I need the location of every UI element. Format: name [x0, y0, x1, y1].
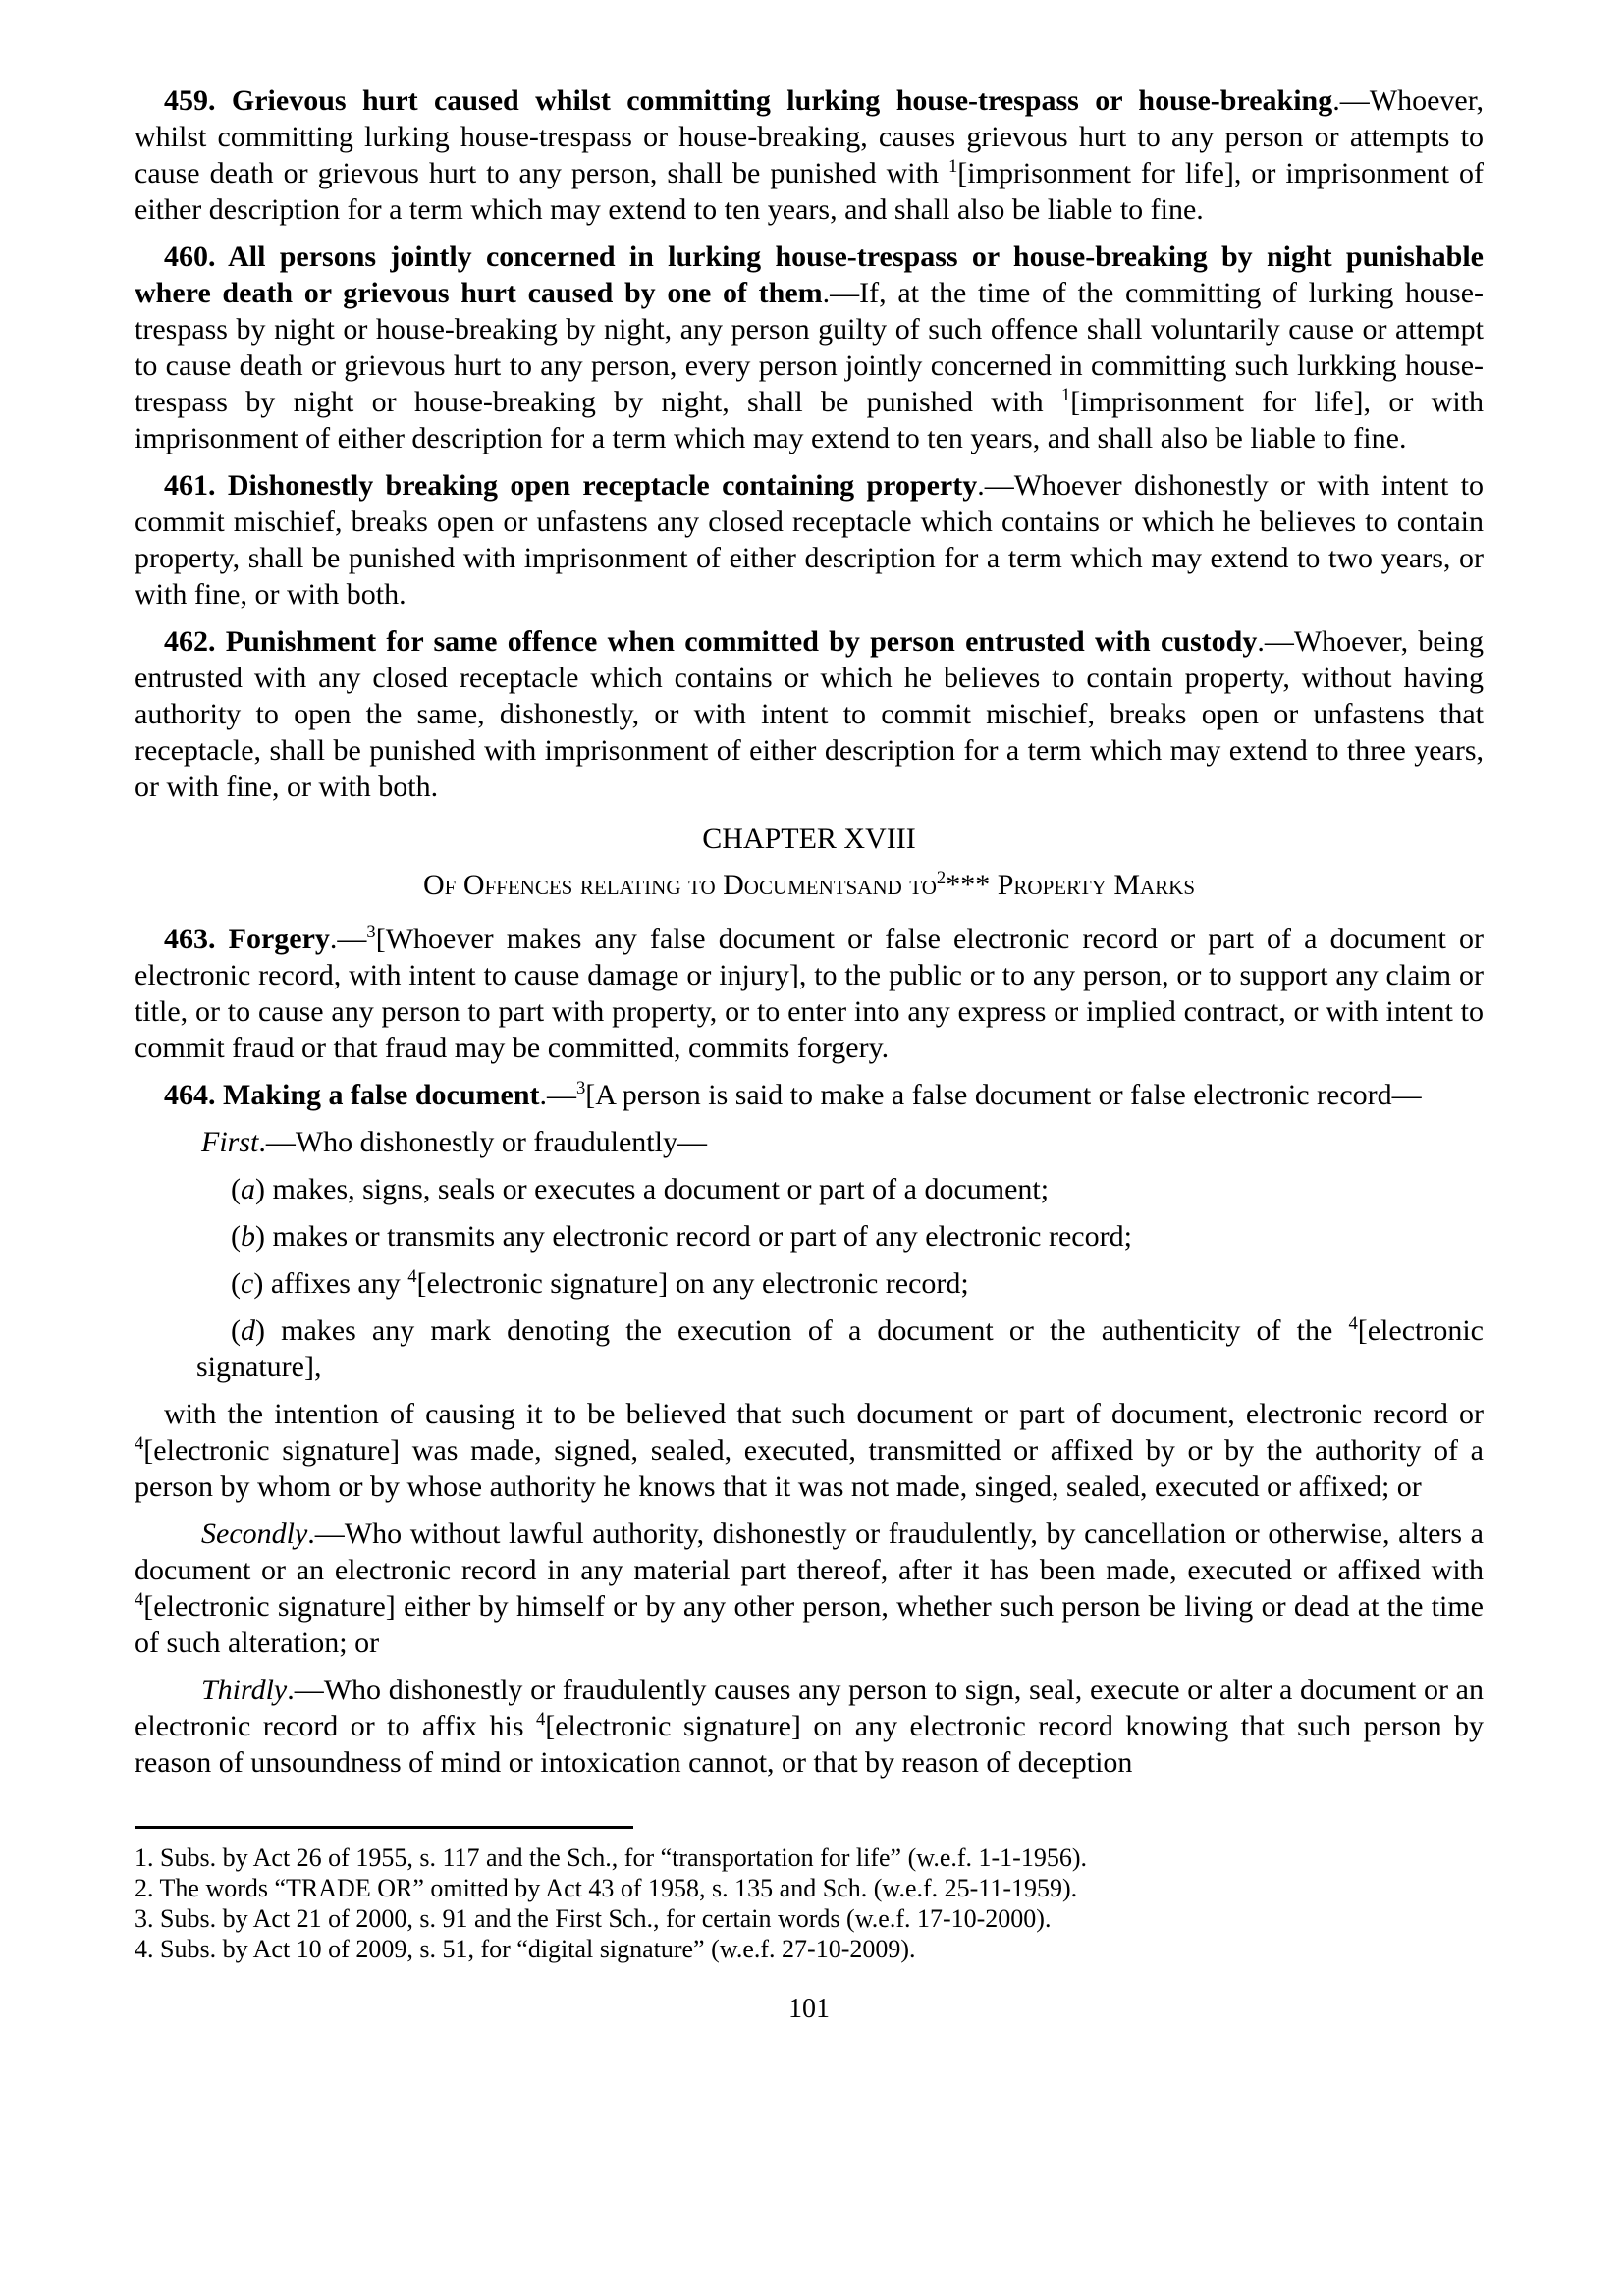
- list-item-a: [196, 1171, 1484, 1207]
- bold-text-run: 459. Grievous hurt caused whilst committing lurking house-trespass or house-breaking: [164, 84, 1333, 117]
- italic-text-run: a: [241, 1173, 255, 1205]
- text-run: [electronic signature] on any electronic record knowing that such person by reason of unsoundness of mind or intoxication cannot, or that by reason of deception: [135, 1710, 1485, 1779]
- text-run: (: [231, 1314, 241, 1347]
- text-run: ) makes, signs, seals or executes a document or part of a document;: [255, 1173, 1050, 1205]
- footnote-1: 1. Subs. by Act 26 of 1955, s. 117 and the Sch., for “transportation for life” (w.e.f. 1-1-1956).: [135, 1843, 1087, 1872]
- footnote-reference: 1: [947, 156, 958, 177]
- italic-text-run: c: [241, 1267, 254, 1300]
- list-item-c: [196, 1265, 1484, 1302]
- section-463-paragraph: [135, 921, 1484, 1066]
- list-item-d: [196, 1312, 1484, 1385]
- text-run: ) affixes any: [253, 1267, 408, 1300]
- chapter-title: CHAPTER XVIII: [702, 823, 916, 855]
- footnote-separator: [135, 1826, 633, 1829]
- list-item-b: [196, 1218, 1484, 1255]
- text-run: [A person is said to make a false document or false electronic record—: [585, 1079, 1422, 1111]
- italic-text-run: d: [241, 1314, 255, 1347]
- text-run: .—If, at the time of the committing of lurking house-trespass by night or house-breaking by night, any person guilty of such offence shall voluntarily cause or attempt to cause death or grievous hurt to any person, every person jointly concerned in committing such lurkking house-trespass by night or house-breaking by night, shall be punished with: [135, 277, 1484, 418]
- page-number: 101: [788, 1994, 830, 2024]
- text-run: Of Offences relating to Documentsand to: [422, 869, 937, 901]
- footnote-3: 3. Subs. by Act 21 of 2000, s. 91 and the First Sch., for certain words (w.e.f. 17-10-2000).: [135, 1904, 1052, 1933]
- section-459-paragraph: [135, 82, 1484, 228]
- chapter-subtitle: [135, 867, 1484, 903]
- section-464-paragraph: [135, 1077, 1484, 1113]
- text-run: [imprisonment for life], or imprisonment of either description for a term which may extend to ten years, and shall also be liable to fine.: [135, 157, 1485, 226]
- clause-first-paragraph: [135, 1124, 1484, 1160]
- text-run: [electronic signature] was made, signed, sealed, executed, transmitted or affixed by or by the authority of a person by whom or by whose authority he knows that it was not made, singed, sealed, executed or affixed; or: [135, 1434, 1484, 1503]
- footnote-reference: 4: [135, 1589, 144, 1610]
- bold-text-run: 463. Forgery: [164, 923, 330, 955]
- section-461-paragraph: [135, 467, 1484, 613]
- footnote-reference: 3: [366, 922, 376, 942]
- italic-text-run: First: [201, 1126, 259, 1158]
- text-run: ) makes any mark denoting the execution of a document or the authenticity of the: [255, 1314, 1349, 1347]
- text-run: (: [231, 1267, 241, 1300]
- text-run: .—Whoever, whilst committing lurking house-trespass or house-breaking, causes grievous hurt to any person or attempts to cause death or grievous hurt to any person, shall be punished with: [135, 84, 1484, 189]
- text-run: [imprisonment for life], or with imprisonment of either description for a term which may extend to ten years, and shall also be liable to fine.: [135, 386, 1485, 454]
- text-run: .—Who dishonestly or fraudulently—: [258, 1126, 707, 1158]
- bold-text-run: 462. Punishment for same offence when committed by person entrusted with custody: [164, 625, 1258, 658]
- text-run: .—Who without lawful authority, dishonestly or fraudulently, by cancellation or otherwise, alters a document or an electronic record in any material part thereof, after it has been made, executed or affixed with: [135, 1518, 1484, 1586]
- footnote-reference: 4: [535, 1709, 546, 1730]
- text-run: [electronic signature],: [196, 1314, 1484, 1383]
- footnote-reference: 1: [1060, 385, 1071, 405]
- text-run: *** Property Marks: [946, 869, 1196, 901]
- bold-text-run: 461. Dishonestly breaking open receptacle containing property: [164, 469, 978, 502]
- text-run: .—Whoever dishonestly or with intent to commit mischief, breaks open or unfastens any closed receptacle which contains or which he believes to contain property, shall be punished with imprisonment of either description for a term which may extend to two years, or with fine, or with both.: [135, 469, 1484, 611]
- footnote-reference: 4: [1348, 1313, 1358, 1334]
- text-run: ) makes or transmits any electronic record or part of any electronic record;: [255, 1220, 1132, 1253]
- bold-text-run: 464. Making a false document: [164, 1079, 540, 1111]
- footnote-reference: 2: [936, 868, 947, 888]
- text-run: .—Who dishonestly or fraudulently causes any person to sign, seal, execute or alter a document or an electronic record or to affix his: [135, 1674, 1484, 1742]
- footnote-2: 2. The words “TRADE OR” omitted by Act 43 of 1958, s. 135 and Sch. (w.e.f. 25-11-1959).: [135, 1874, 1078, 1902]
- footnote-reference: 4: [407, 1266, 417, 1287]
- section-462-paragraph: [135, 623, 1484, 805]
- italic-text-run: b: [241, 1220, 255, 1253]
- text-run: .—: [539, 1079, 576, 1111]
- footnote-4: 4. Subs. by Act 10 of 2009, s. 51, for “digital signature” (w.e.f. 27-10-2009).: [135, 1935, 916, 1963]
- italic-text-run: Secondly: [201, 1518, 308, 1550]
- text-run: [electronic signature] on any electronic record;: [416, 1267, 969, 1300]
- footnotes-section: [135, 1826, 1484, 1964]
- bold-text-run: 460. All persons jointly concerned in lurking house-trespass or house-breaking by night punishable where death or grievous hurt caused by one of them: [135, 240, 1484, 309]
- intention-paragraph: [135, 1396, 1484, 1505]
- text-run: .—Whoever, being entrusted with any closed receptacle which contains or which he believes to contain property, without having authority to open the same, dishonestly, or with intent to commit mischief, breaks open or unfastens that receptacle, shall be punished with imprisonment of either description for a term which may extend to three years, or with fine, or with both.: [135, 625, 1484, 803]
- text-run: .—: [329, 923, 367, 955]
- text-run: (: [231, 1173, 241, 1205]
- section-460-paragraph: [135, 239, 1484, 456]
- italic-text-run: Thirdly: [201, 1674, 288, 1706]
- text-run: [electronic signature] either by himself or by any other person, whether such person be living or dead at the time of such alteration; or: [135, 1590, 1484, 1659]
- clause-secondly-paragraph: [135, 1516, 1484, 1661]
- footnote-reference: 3: [576, 1078, 586, 1098]
- text-run: [Whoever makes any false document or false electronic record or part of a document or electronic record, with intent to cause damage or injury], to the public or to any person, or to support any claim or title, or to cause any person to part with property, or to enter into any express or implied contract, or with intent to commit fraud or that fraud may be committed, commits forgery.: [135, 923, 1484, 1064]
- text-run: with the intention of causing it to be believed that such document or part of document, electronic record or: [164, 1398, 1484, 1430]
- page-content: [135, 82, 1484, 2053]
- footnote-reference: 4: [135, 1433, 144, 1454]
- text-run: (: [231, 1220, 241, 1253]
- clause-thirdly-paragraph: [135, 1672, 1484, 1781]
